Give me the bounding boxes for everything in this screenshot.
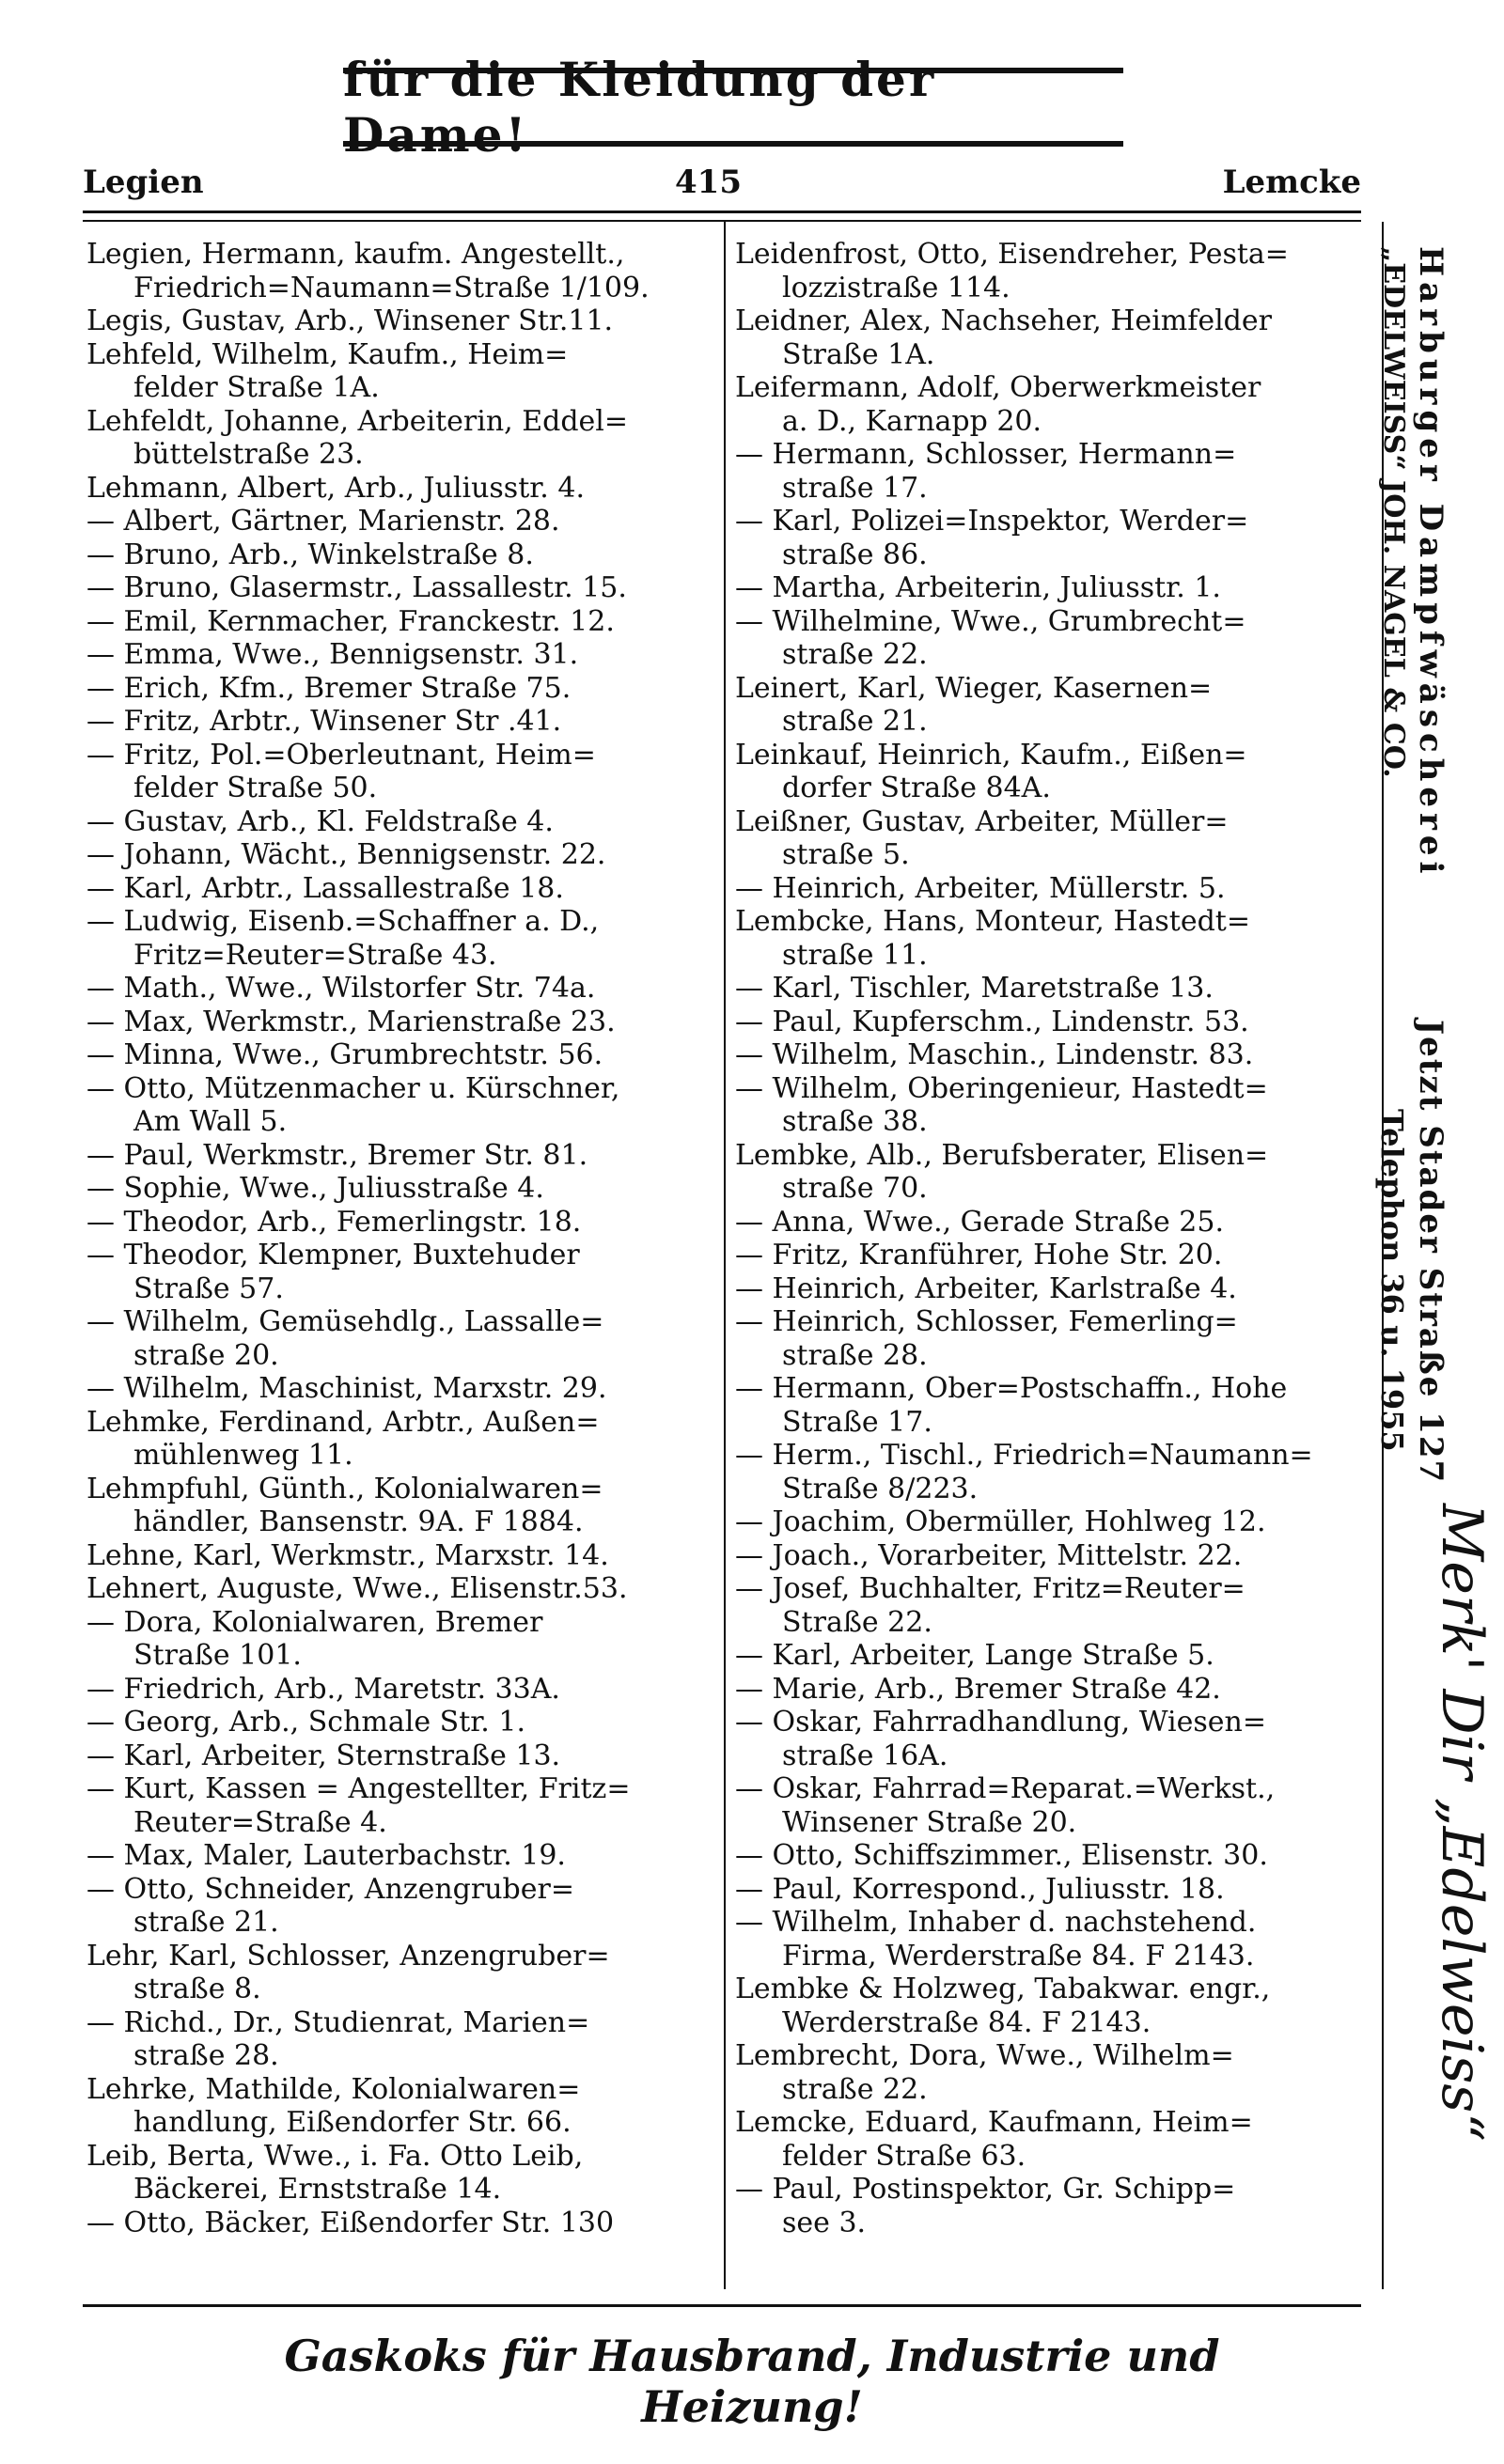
entry-continuation: Straße 101. (133, 1639, 302, 1672)
directory-entry: — Kurt, Kassen = Angestellter, Fritz= (86, 1772, 631, 1805)
entry-continuation: Straße 1A. (782, 337, 935, 371)
directory-entry: — Max, Werkmstr., Marienstraße 23. (86, 1005, 616, 1038)
entry-continuation: Reuter=Straße 4. (133, 1805, 387, 1839)
directory-entry: — Paul, Korrespond., Juliusstr. 18. (735, 1872, 1225, 1906)
directory-entry: — Heinrich, Arbeiter, Karlstraße 4. (735, 1271, 1237, 1305)
directory-entry: — Paul, Kupferschm., Lindenstr. 53. (735, 1005, 1249, 1038)
entry-continuation: straße 22. (782, 2072, 928, 2106)
side-ad-line-2: „EDELWEISS“ JOH. NAGEL & CO. (1377, 246, 1410, 778)
directory-entry: — Karl, Polizei=Inspektor, Werder= (735, 505, 1249, 538)
directory-entry: — Paul, Postinspektor, Gr. Schipp= (735, 2173, 1236, 2206)
directory-entry: — Karl, Tischler, Maretstraße 13. (735, 972, 1214, 1005)
directory-entry: Leifermann, Adolf, Oberwerkmeister (735, 371, 1261, 404)
directory-entry: — Emma, Wwe., Bennigsenstr. 31. (86, 638, 579, 671)
footer-rule (83, 2304, 1361, 2307)
directory-entry: — Ludwig, Eisenb.=Schaffner a. D., (86, 905, 600, 938)
entry-continuation: Straße 8/223. (782, 1472, 979, 1505)
directory-entry: — Fritz, Arbtr., Winsener Str .41. (86, 705, 562, 738)
directory-entry: — Karl, Arbtr., Lassallestraße 18. (86, 871, 564, 905)
entry-continuation: felder Straße 1A. (133, 371, 380, 404)
directory-entry: — Otto, Schiffszimmer., Elisenstr. 30. (735, 1839, 1268, 1872)
directory-entry: Lembke & Holzweg, Tabakwar. engr., (735, 1973, 1271, 2005)
directory-entry: Lehmann, Albert, Arb., Juliusstr. 4. (86, 471, 585, 505)
entry-continuation: Werderstraße 84. F 2143. (782, 2005, 1152, 2039)
entry-continuation: straße 20. (133, 1338, 279, 1372)
directory-entry: — Heinrich, Schlosser, Femerling= (735, 1305, 1238, 1338)
header-last-entry: Lemcke (1222, 164, 1361, 201)
page-header (83, 160, 1361, 203)
directory-entry: — Friedrich, Arb., Maretstr. 33A. (86, 1672, 560, 1706)
directory-entry: — Theodor, Arb., Femerlingstr. 18. (86, 1205, 582, 1239)
directory-entry: Lembke, Alb., Berufsberater, Elisen= (735, 1138, 1269, 1172)
side-ad-line-1: Harburger Dampfwäscherei (1412, 246, 1449, 880)
directory-entry: Leißner, Gustav, Arbeiter, Müller= (735, 804, 1229, 838)
directory-entry: — Wilhelm, Inhaber d. nachstehend. (735, 1906, 1257, 1939)
side-ad-line-4: Telephon 36 u. 1955 (1374, 1109, 1410, 1452)
entry-continuation: straße 86. (782, 538, 928, 571)
directory-entry: — Otto, Mützenmacher u. Kürschner, (86, 1071, 620, 1105)
entry-continuation: see 3. (782, 2206, 867, 2239)
entry-continuation: straße 70. (782, 1172, 928, 1205)
directory-entry: — Bruno, Glasermstr., Lassallestr. 15. (86, 571, 627, 604)
entry-continuation: straße 22. (782, 638, 928, 671)
directory-entry: Lembcke, Hans, Monteur, Hastedt= (735, 905, 1250, 938)
directory-entry: — Minna, Wwe., Grumbrechtstr. 56. (86, 1038, 603, 1071)
column-divider (724, 222, 726, 2289)
side-ad-line-3: Jetzt Stader Straße 127 (1412, 1020, 1449, 1485)
entry-continuation: straße 21. (133, 1906, 279, 1939)
directory-entry: — Georg, Arb., Schmale Str. 1. (86, 1706, 525, 1739)
left-column (86, 238, 712, 2239)
directory-entry: — Karl, Arbeiter, Lange Straße 5. (735, 1639, 1214, 1672)
directory-entry: — Wilhelm, Gemüsehdlg., Lassalle= (86, 1305, 604, 1338)
directory-entry: — Erich, Kfm., Bremer Straße 75. (86, 671, 572, 705)
directory-entry: — Otto, Schneider, Anzengruber= (86, 1872, 574, 1906)
directory-entry: — Heinrich, Arbeiter, Müllerstr. 5. (735, 871, 1226, 905)
directory-entry: Leinert, Karl, Wieger, Kasernen= (735, 671, 1213, 705)
entry-continuation: straße 28. (782, 1338, 928, 1372)
directory-entry: — Max, Maler, Lauterbachstr. 19. (86, 1839, 566, 1872)
directory-entry: — Oskar, Fahrrad=Reparat.=Werkst., (735, 1772, 1276, 1805)
entry-continuation: straße 38. (782, 1105, 928, 1138)
directory-entry: — Joachim, Obermüller, Hohlweg 12. (735, 1505, 1266, 1538)
directory-entry: — Hermann, Schlosser, Hermann= (735, 438, 1237, 471)
directory-entry: Lemcke, Eduard, Kaufmann, Heim= (735, 2106, 1253, 2139)
entry-continuation: mühlenweg 11. (133, 1439, 353, 1472)
entry-continuation: büttelstraße 23. (133, 438, 364, 471)
directory-entry: — Wilhelmine, Wwe., Grumbrecht= (735, 604, 1246, 638)
directory-entry: — Gustav, Arb., Kl. Feldstraße 4. (86, 804, 554, 838)
entry-continuation: Straße 22. (782, 1605, 932, 1639)
bottom-advert (179, 2331, 1325, 2432)
directory-entry: — Albert, Gärtner, Marienstr. 28. (86, 505, 560, 538)
entry-continuation: Am Wall 5. (133, 1105, 288, 1138)
header-rule (83, 211, 1361, 213)
directory-entry: Leidenfrost, Otto, Eisendreher, Pesta= (735, 238, 1289, 271)
entry-continuation: straße 5. (782, 838, 910, 871)
directory-entry: Legis, Gustav, Arb., Winsener Str.11. (86, 304, 614, 337)
page-number: 415 (675, 164, 742, 201)
entry-continuation: Winsener Straße 20. (782, 1805, 1077, 1839)
directory-entry: — Herm., Tischl., Friedrich=Naumann= (735, 1439, 1313, 1472)
directory-entry: — Math., Wwe., Wilstorfer Str. 74a. (86, 972, 596, 1005)
directory-entry: — Karl, Arbeiter, Sternstraße 13. (86, 1739, 561, 1772)
entry-continuation: straße 16A. (782, 1739, 948, 1772)
directory-entry: Lehne, Karl, Werkmstr., Marxstr. 14. (86, 1538, 609, 1572)
directory-entry: Lehfeld, Wilhelm, Kaufm., Heim= (86, 337, 569, 371)
directory-entry: — Wilhelm, Maschinist, Marxstr. 29. (86, 1372, 607, 1405)
entry-continuation: straße 8. (133, 1973, 261, 2005)
directory-entry: Lehnert, Auguste, Wwe., Elisenstr.53. (86, 1572, 628, 1605)
directory-entry: — Marie, Arb., Bremer Straße 42. (735, 1672, 1221, 1706)
directory-entry: Lehrke, Mathilde, Kolonialwaren= (86, 2072, 581, 2106)
directory-entry: — Josef, Buchhalter, Fritz=Reuter= (735, 1572, 1246, 1605)
entry-continuation: lozzistraße 114. (782, 271, 1010, 304)
side-ad-script: Merk' Dir „Edelweiss“ (1429, 1504, 1495, 2142)
entry-continuation: Fritz=Reuter=Straße 43. (133, 938, 497, 972)
entry-continuation: Firma, Werderstraße 84. F 2143. (782, 1939, 1255, 1973)
directory-entry: — Paul, Werkmstr., Bremer Str. 81. (86, 1138, 588, 1172)
directory-entry: — Sophie, Wwe., Juliusstraße 4. (86, 1172, 544, 1205)
directory-entry: — Oskar, Fahrradhandlung, Wiesen= (735, 1706, 1266, 1739)
entry-continuation: straße 21. (782, 705, 928, 738)
directory-entry: Leidner, Alex, Nachseher, Heimfelder (735, 304, 1272, 337)
directory-entry: — Wilhelm, Oberingenieur, Hastedt= (735, 1071, 1268, 1105)
footer-text: Gaskoks für Hausbrand, Industrie und Heizung! (284, 2331, 1220, 2432)
header-rule-thin (83, 220, 1361, 222)
directory-entry: — Fritz, Kranführer, Hohe Str. 20. (735, 1239, 1223, 1271)
directory-entry: Lembrecht, Dora, Wwe., Wilhelm= (735, 2039, 1234, 2072)
entry-continuation: Bäckerei, Ernststraße 14. (133, 2173, 502, 2206)
directory-entry: — Bruno, Arb., Winkelstraße 8. (86, 538, 534, 571)
directory-entry: Lehfeldt, Johanne, Arbeiterin, Eddel= (86, 404, 629, 438)
directory-entry: — Wilhelm, Maschin., Lindenstr. 83. (735, 1038, 1254, 1071)
directory-entry: — Dora, Kolonialwaren, Bremer (86, 1605, 543, 1639)
directory-entry: Lehmpfuhl, Günth., Kolonialwaren= (86, 1472, 603, 1505)
directory-entry: — Johann, Wächt., Bennigsenstr. 22. (86, 838, 606, 871)
directory-entry: Leinkauf, Heinrich, Kaufm., Eißen= (735, 738, 1247, 772)
directory-entry: — Theodor, Klempner, Buxtehuder (86, 1239, 580, 1271)
directory-entry: — Emil, Kernmacher, Franckestr. 12. (86, 604, 615, 638)
entry-continuation: straße 17. (782, 471, 928, 505)
directory-entry: Lehr, Karl, Schlosser, Anzengruber= (86, 1939, 610, 1973)
right-column (735, 238, 1374, 2239)
entry-continuation: dorfer Straße 84A. (782, 772, 1051, 804)
header-first-entry: Legien (83, 164, 204, 201)
entry-continuation: a. D., Karnapp 20. (782, 404, 1042, 438)
entry-continuation: handlung, Eißendorfer Str. 66. (133, 2106, 572, 2139)
entry-continuation: felder Straße 63. (782, 2139, 1026, 2173)
entry-continuation: Straße 17. (782, 1405, 932, 1439)
directory-entry: Lehmke, Ferdinand, Arbtr., Außen= (86, 1405, 600, 1439)
directory-entry: Legien, Hermann, kaufm. Angestellt., (86, 238, 625, 271)
directory-entry: — Richd., Dr., Studienrat, Marien= (86, 2005, 590, 2039)
banner-text: für die Kleidung der Dame! (343, 52, 937, 163)
entry-continuation: Friedrich=Naumann=Straße 1/109. (133, 271, 650, 304)
directory-entry: — Hermann, Ober=Postschaffn., Hohe (735, 1372, 1288, 1405)
directory-entry: — Anna, Wwe., Gerade Straße 25. (735, 1205, 1224, 1239)
top-advert-banner (343, 52, 1123, 163)
entry-continuation: straße 28. (133, 2039, 279, 2072)
directory-entry: — Martha, Arbeiterin, Juliusstr. 1. (735, 571, 1221, 604)
directory-entry: Leib, Berta, Wwe., i. Fa. Otto Leib, (86, 2139, 584, 2173)
directory-entry: — Otto, Bäcker, Eißendorfer Str. 130 (86, 2206, 615, 2239)
entry-continuation: Straße 57. (133, 1271, 284, 1305)
entry-continuation: felder Straße 50. (133, 772, 378, 804)
directory-entry: — Joach., Vorarbeiter, Mittelstr. 22. (735, 1538, 1243, 1572)
entry-continuation: straße 11. (782, 938, 928, 972)
entry-continuation: händler, Bansenstr. 9A. F 1884. (133, 1505, 584, 1538)
directory-entry: — Fritz, Pol.=Oberleutnant, Heim= (86, 738, 596, 772)
